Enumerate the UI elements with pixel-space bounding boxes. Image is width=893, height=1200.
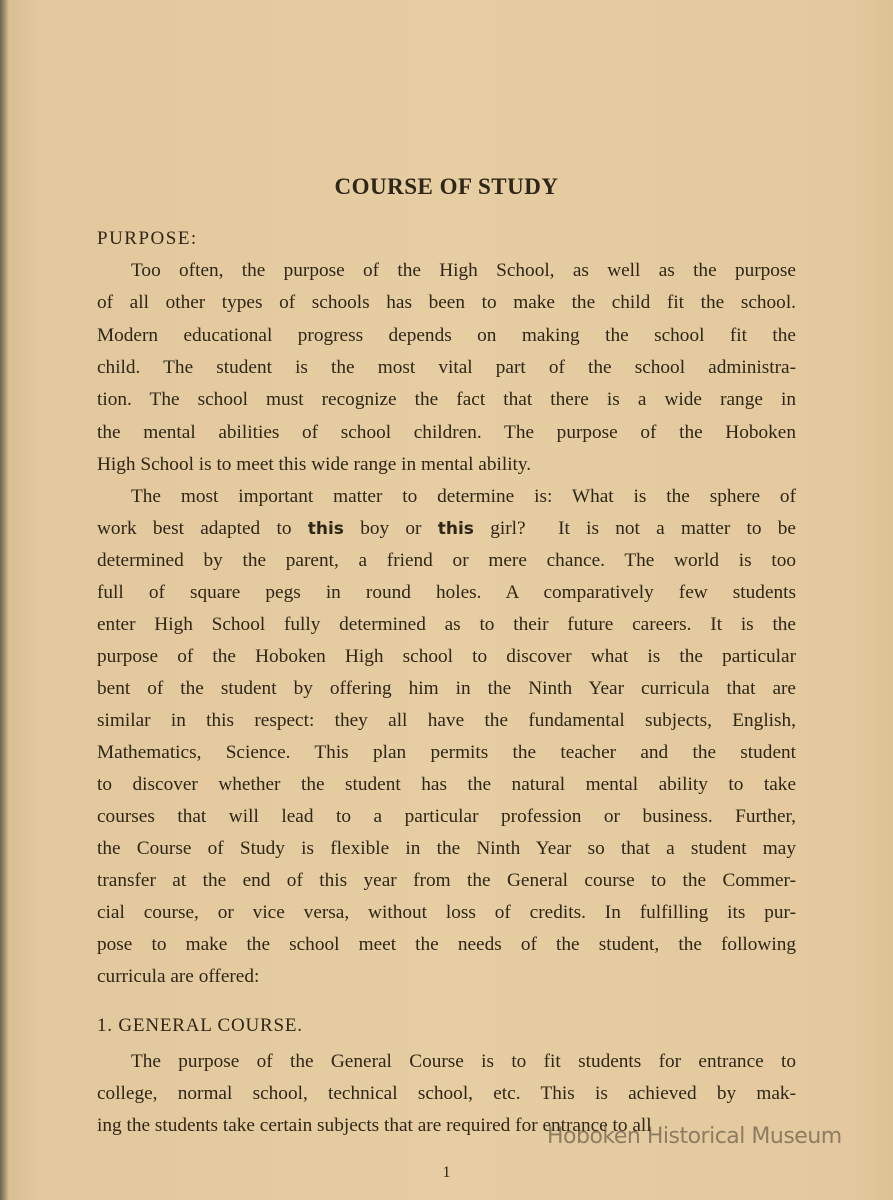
text-line: The purpose of the General Course is to fit students for entrance to bbox=[131, 1051, 796, 1072]
text-line: courses that will lead to a particular profession or business. Further, bbox=[97, 806, 796, 827]
text-line: child. The student is the most vital part of the school administra- bbox=[97, 356, 796, 378]
page-title: COURSE OF STUDY bbox=[334, 174, 559, 199]
text-line: college, normal school, technical school, etc. This is achieved by mak- bbox=[97, 1083, 796, 1105]
text-line: purpose of the Hoboken High school to discover what is the particular bbox=[97, 646, 796, 667]
section-heading-general-course: 1. GENERAL COURSE. bbox=[97, 1015, 303, 1036]
text-line: similar in this respect: they all have the fundamental subjects, English, bbox=[97, 710, 796, 731]
bold-emphasis: this bbox=[437, 519, 474, 539]
text-line: determined by the parent, a friend or mere chance. The world is too bbox=[97, 550, 796, 571]
text-line: pose to make the school meet the needs of the student, the following bbox=[97, 934, 796, 955]
text-segment: girl? It is not a matter to be bbox=[473, 518, 796, 539]
text-line: Mathematics, Science. This plan permits the teacher and the student bbox=[97, 742, 796, 763]
text-line: Modern educational progress depends on making the school fit the bbox=[97, 324, 796, 346]
watermark: Hoboken Historical Museum bbox=[547, 1124, 842, 1149]
text-line: transfer at the end of this year from the General course to the Commer- bbox=[97, 870, 796, 891]
text-segment: work best adapted to bbox=[97, 518, 308, 539]
text-line: The most important matter to determine is: What is the sphere of bbox=[131, 486, 796, 507]
bold-emphasis: this bbox=[307, 519, 344, 539]
text-line: curricula are offered: bbox=[97, 966, 260, 987]
text-line: the Course of Study is flexible in the Ninth Year so that a student may bbox=[97, 838, 796, 859]
purpose-heading: PURPOSE: bbox=[97, 228, 198, 249]
text-line: enter High School fully determined as to their future careers. It is the bbox=[97, 614, 796, 635]
text-line: full of square pegs in round holes. A comparatively few students bbox=[97, 582, 796, 603]
text-line: Too often, the purpose of the High School, as well as the purpose bbox=[131, 260, 796, 281]
text-segment: boy or bbox=[343, 518, 438, 539]
text-line: the mental abilities of school children. The purpose of the Hoboken bbox=[97, 421, 796, 443]
text-line bbox=[97, 517, 796, 541]
text-line: ing the students take certain subjects that are required for entrance to all bbox=[97, 1115, 652, 1137]
text-line: tion. The school must recognize the fact that there is a wide range in bbox=[97, 389, 796, 411]
text-line: bent of the student by offering him in the Ninth Year curricula that are bbox=[97, 678, 796, 699]
text-line: to discover whether the student has the natural mental ability to take bbox=[97, 774, 796, 795]
text-line: cial course, or vice versa, without loss of credits. In fulfilling its pur- bbox=[97, 902, 796, 923]
page-number: 1 bbox=[442, 1164, 451, 1181]
text-line: High School is to meet this wide range in mental ability. bbox=[97, 453, 532, 475]
text-line: of all other types of schools has been to make the child fit the school. bbox=[97, 292, 796, 314]
